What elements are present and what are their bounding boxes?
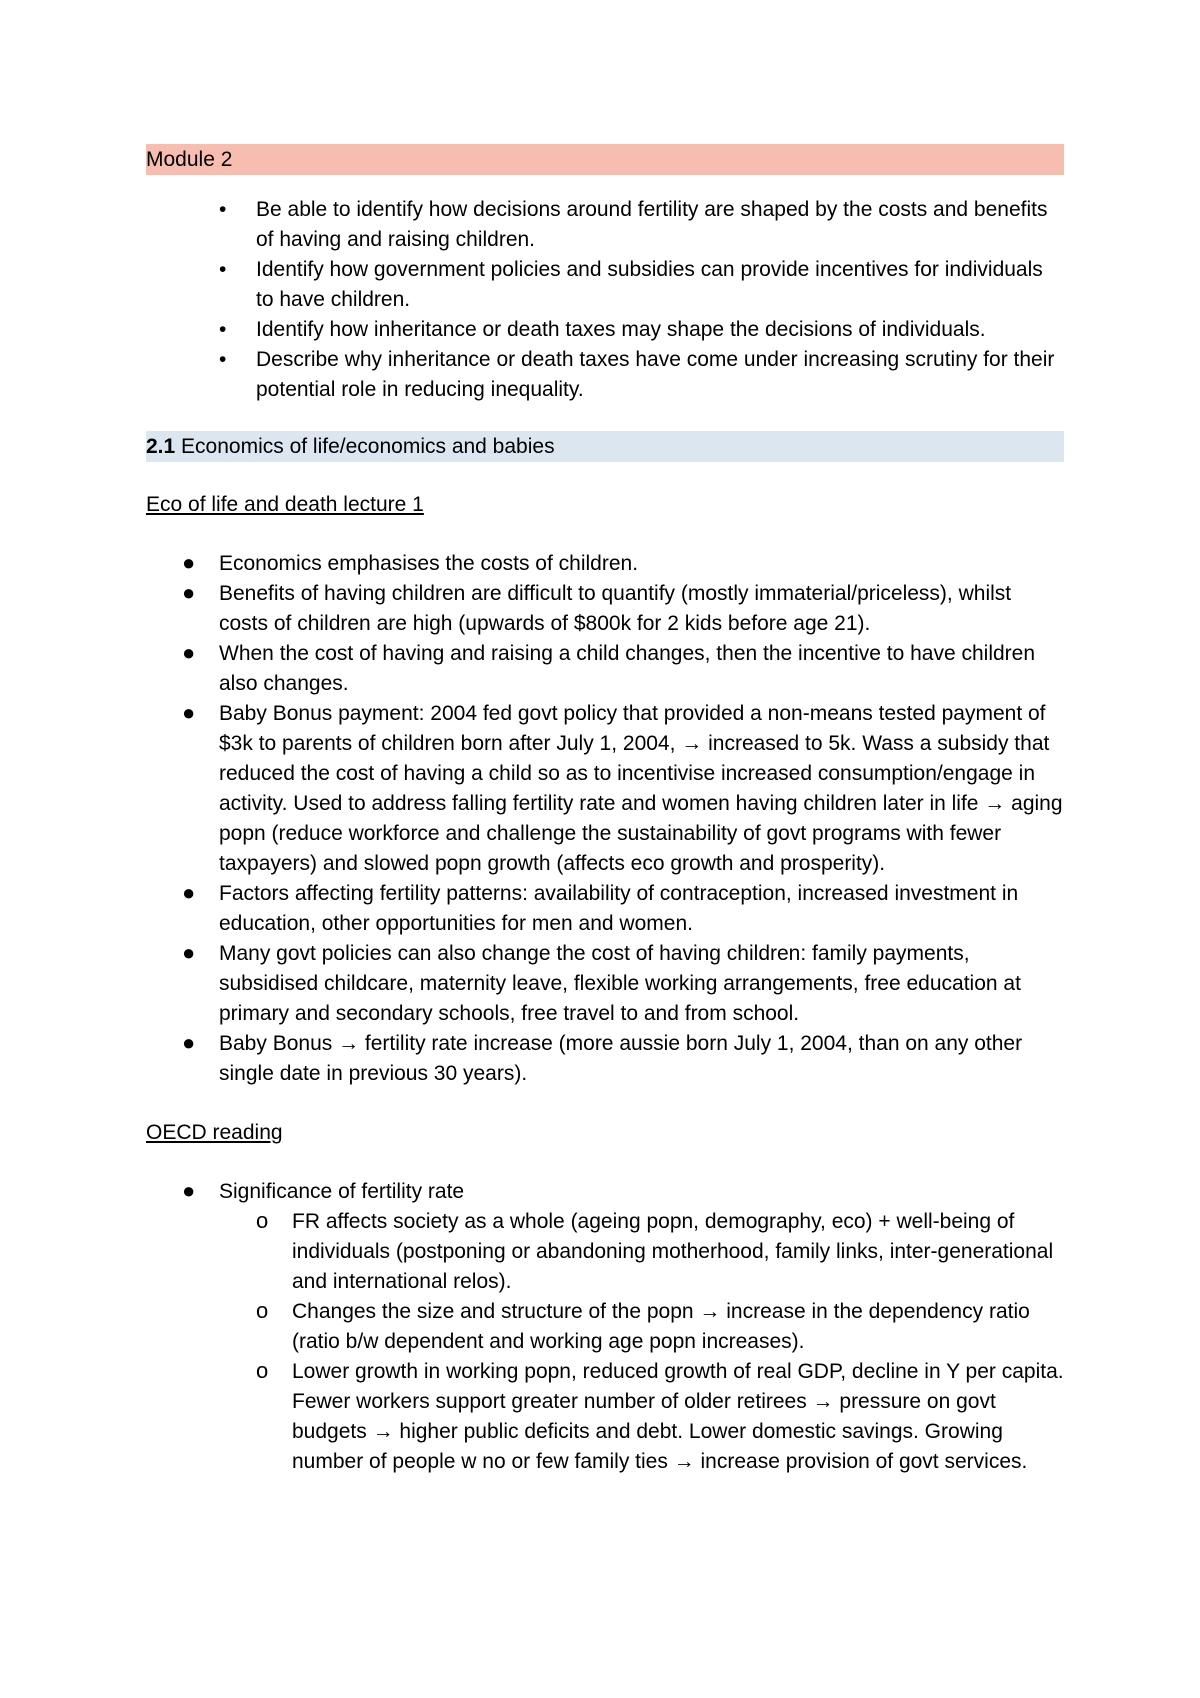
list-item: • Identify how government policies and subsidies can provide incentives for individuals to have children. [146,255,1064,315]
bullet-icon: ● [182,640,196,665]
bullet-icon: ● [182,940,196,965]
list-item: ● Baby Bonus → fertility rate increase (more aussie born July 1, 2004, than on any other single date in previous 30 years). [182,1030,1023,1085]
bullet-icon: ● [182,1030,196,1055]
section-title: Economics of life/economics and babies [175,435,555,458]
circle-bullet-icon: o [256,1298,269,1323]
document-page [146,144,1064,1477]
bullet-icon: • [219,348,227,371]
list-item: ● Factors affecting fertility patterns: availability of contraception, increased investment in education, other opportunities for men and women. [182,880,1019,935]
bullet-icon: ● [182,550,196,575]
lecture-notes-list [146,549,1064,1089]
section-heading [146,431,1064,462]
oecd-heading: OECD reading [146,1121,283,1144]
sublist-item: o Lower growth in working popn, reduced growth of real GDP, decline in Y per capita. Fewer workers support greater number of older retirees → pressure on govt budgets → higher public deficits and debt. Lower domestic savings. Growing number of people w no or few family ties → increase provision of govt services. [256,1358,1064,1473]
list-item: • Describe why inheritance or death taxes have come under increasing scrutiny for their potential role in reducing inequality. [146,345,1064,405]
bullet-icon: ● [182,580,196,605]
bullet-icon: • [219,198,227,221]
list-item: ● Significance of fertility rate o FR affects society as a whole (ageing popn, demography, eco) + well-being of individuals (postponing or abandoning motherhood, family links, inter-generational and international relos). o Changes the size and structure of the popn → increase in the dependency ratio (ratio b/w dependent and working age popn increases). o Lower growth in working popn, reduced growth of real GDP, decline in Y per capita. Fewer workers support greater number of older retirees → pressure on govt budgets → higher public deficits and debt. Lower domestic savings. Growing number of people w no or few family ties → increase provision of govt services. [146,1177,1064,1477]
list-item: ● When the cost of having and raising a child changes, then the incentive to have children also changes. [182,640,1036,695]
list-item: • Identify how inheritance or death taxes may shape the decisions of individuals. [146,315,1064,345]
module-heading [146,144,1064,175]
module-title: Module 2 [146,148,233,171]
list-item: ● Economics emphasises the costs of children. [146,549,1064,579]
bullet-icon: ● [182,880,196,905]
list-item: ● Baby Bonus payment: 2004 fed govt policy that provided a non-means tested payment of $3k to parents of children born after July 1, 2004, → increased to 5k. Wass a subsidy that reduced the cost of having a child so as to incentivise increased consumption/engage in activity. Used to address falling fertility rate and women having children later in life → aging popn (reduce workforce and challenge the sustainability of govt programs with fewer taxpayers) and slowed popn growth (affects eco growth and prosperity). [182,700,1063,875]
oecd-notes-list [146,1177,1064,1477]
bullet-icon: • [219,318,227,341]
section-number: 2.1 [146,435,176,458]
objectives-list [146,195,1064,405]
bullet-icon: • [219,258,227,281]
list-item: • Be able to identify how decisions around fertility are shaped by the costs and benefits of having and raising children. [146,195,1064,255]
circle-bullet-icon: o [256,1208,269,1233]
lecture-heading: Eco of life and death lecture 1 [146,493,424,516]
list-item: ● Many govt policies can also change the cost of having children: family payments, subsidised childcare, maternity leave, flexible working arrangements, free education at primary and secondary schools, free travel to and from school. [182,940,1021,1025]
bullet-icon: ● [182,700,196,725]
circle-bullet-icon: o [256,1358,269,1383]
oecd-sublist [146,1207,1064,1477]
sublist-item: o Changes the size and structure of the popn → increase in the dependency ratio (ratio b/w dependent and working age popn increases). [256,1298,1030,1353]
list-item: ● Benefits of having children are difficult to quantify (mostly immaterial/priceless), whilst costs of children are high (upwards of $800k for 2 kids before age 21). [182,580,1012,635]
sublist-item: o FR affects society as a whole (ageing popn, demography, eco) + well-being of individuals (postponing or abandoning motherhood, family links, inter-generational and international relos). [256,1208,1054,1293]
bullet-icon: ● [182,1178,196,1203]
